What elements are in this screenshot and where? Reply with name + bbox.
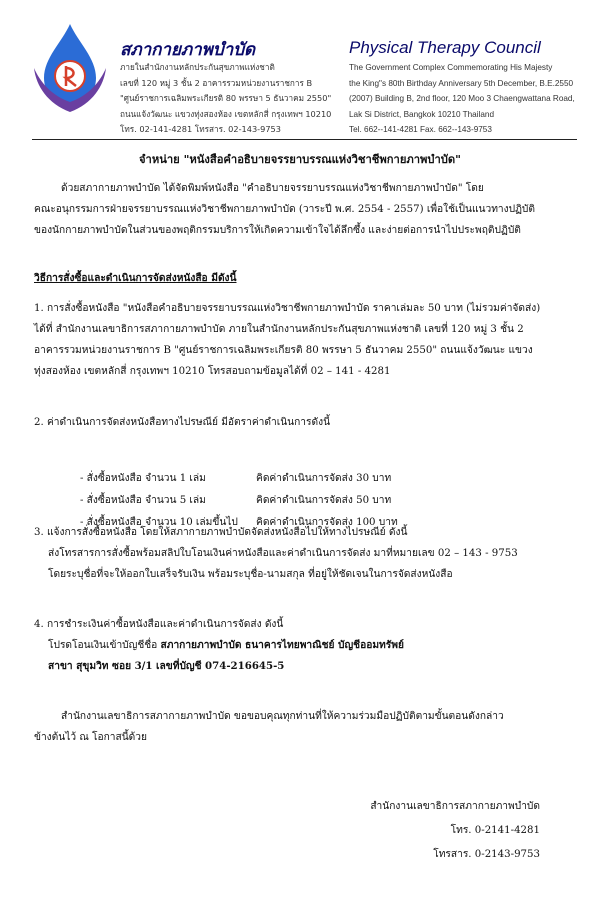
ordering-instructions: 1. การสั่งซื้อหนังสือ "หนังสือคำอธิบายจรรยาบรรณแห่งวิชาชีพกายภาพบำบัด ราคาเล่มละ 50 บาท (ไม่รวมค่าจัดส่ง) ได้ที่ สำนักงานเลขาธิการสภากายภาพบำบัด ภายในสำนักงานหลักประกันสุขภาพแห่งชาติ เลขที่ 120 หมู่ 3 ชั้น 2 อาคารรวมหน่วยงานราชการ B "ศูนย์ราชการเฉลิมพระเกียรติ 80 พรรษา 5 ธันวาคม 2550" ถนนแจ้งวัฒนะ แขวง ทุ่งสองห้อง เขตหลักสี่ กรุงเทพฯ 10210 โทรสอบถามข้อมูลได้ที่ 02 – 141 - 4281 — [34, 303, 541, 377]
fee-row: - สั่งซื้อหนังสือ จำนวน 10 เล่มขึ้นไป คิดค่าดำเนินการจัดส่ง 100 บาท — [80, 517, 398, 528]
order-notification: 3. แจ้งการสั่งซื้อหนังสือ โดยให้สภากายภาพบำบัดจัดส่งหนังสือไปให้ทางไปรษณีย์ ดังนี้ ส่งโทรสารการสั่งซื้อพร้อมสลิปใบโอนเงินค่าหนังสือและค่าดำเนินการจัดส่ง มาที่หมายเลข 02 – 143 - 9753 โดยระบุชื่อที่จะให้ออกใบเสร็จรับเงิน พร้อมระบุชื่อ-นามสกุล ที่อยู่ให้ชัดเจนในการจัดส่งหนังสือ — [34, 527, 518, 580]
council-name-english: Physical Therapy Council — [349, 38, 541, 57]
address-english: The Government Complex Commemorating His Majesty the King"s 80th Birthday Anniversary 5th December, B.E.2550 (2007) Building B, 2nd floor, 120 Moo 3 Chaengwattana Road, Lak Si District, Bangkok 10210 Thailand Tel. 662--141-4281 Fax. 662--143-9753 — [349, 63, 575, 135]
section-heading: วิธีการสั่งซื้อและดำเนินการจัดส่งหนังสือ มีดังนี้ — [34, 272, 237, 284]
physical-therapy-council-logo — [30, 22, 110, 117]
signature-block: สำนักงานเลขาธิการสภากายภาพบำบัด โทร. 0-2141-4281 โทรสาร. 0-2143-9753 — [370, 801, 540, 860]
intro-paragraph: ด้วยสภากายภาพบำบัด ได้จัดพิมพ์หนังสือ "คำอธิบายจรรยาบรรณแห่งวิชาชีพกายภาพบำบัด" โดย คณะอนุกรรมการฝ่ายจรรยาบรรณแห่งวิชาชีพกายภาพบำบัด (วาระปี พ.ศ. 2554 - 2557) เพื่อใช้เป็นแนวทางปฏิบัติ ของนักกายภาพบำบัดในส่วนของพฤติกรรมบริการให้เกิดความเข้าใจได้ลึกซึ้ง และง่ายต่อการนำไปประพฤติปฏิบัติ — [34, 183, 536, 236]
council-name-thai: สภากายภาพบำบัด — [120, 40, 256, 60]
header-divider — [32, 139, 577, 140]
closing-paragraph: สำนักงานเลขาธิการสภากายภาพบำบัด ขอขอบคุณทุกท่านที่ให้ความร่วมมือปฏิบัติตามขั้นตอนดังกล่าว ข้างต้นไว้ ณ โอกาสนี้ด้วย — [34, 711, 504, 743]
bank-account-name: สภากายภาพบำบัด ธนาคารไทยพาณิชย์ บัญชีออมทรัพย์ — [160, 639, 404, 651]
bank-account-number: สาขา สุขุมวิท ซอย 3/1 เลขที่บัญชี 074-216645-5 — [48, 660, 285, 672]
fee-row: - สั่งซื้อหนังสือ จำนวน 1 เล่ม คิดค่าดำเนินการจัดส่ง 30 บาท — [80, 473, 392, 484]
address-thai: ภายในสำนักงานหลักประกันสุขภาพแห่งชาติ เลขที่ 120 หมู่ 3 ชั้น 2 อาคารรวมหน่วยงานราชการ B "ศูนย์ราชการเฉลิมพระเกียรติ 80 พรรษา 5 ธันวาคม 2550" ถนนแจ้งวัฒนะ แขวงทุ่งสองห้อง เขตหลักสี่ กรุงเทพฯ 10210 โทร. 02-141-4281 โทรสาร. 02-143-9753 — [120, 62, 332, 135]
shipping-fee-heading: 2. ค่าดำเนินการจัดส่งหนังสือทางไปรษณีย์ มีอัตราค่าดำเนินการดังนี้ — [34, 417, 331, 428]
document-subject: จำหน่าย "หนังสือคำอธิบายจรรยาบรรณแห่งวิชาชีพกายภาพบำบัด" — [138, 152, 461, 166]
fee-row: - สั่งซื้อหนังสือ จำนวน 5 เล่ม คิดค่าดำเนินการจัดส่ง 50 บาท — [80, 495, 392, 506]
payment-instructions: 4. การชำระเงินค่าซื้อหนังสือและค่าดำเนินการจัดส่ง ดังนี้ โปรดโอนเงินเข้าบัญชีชื่อ สภากายภาพบำบัด ธนาคารไทยพาณิชย์ บัญชีออมทรัพย์ สาขา สุขุมวิท ซอย 3/1 เลขที่บัญชี 074-216645-5 — [34, 614, 404, 677]
